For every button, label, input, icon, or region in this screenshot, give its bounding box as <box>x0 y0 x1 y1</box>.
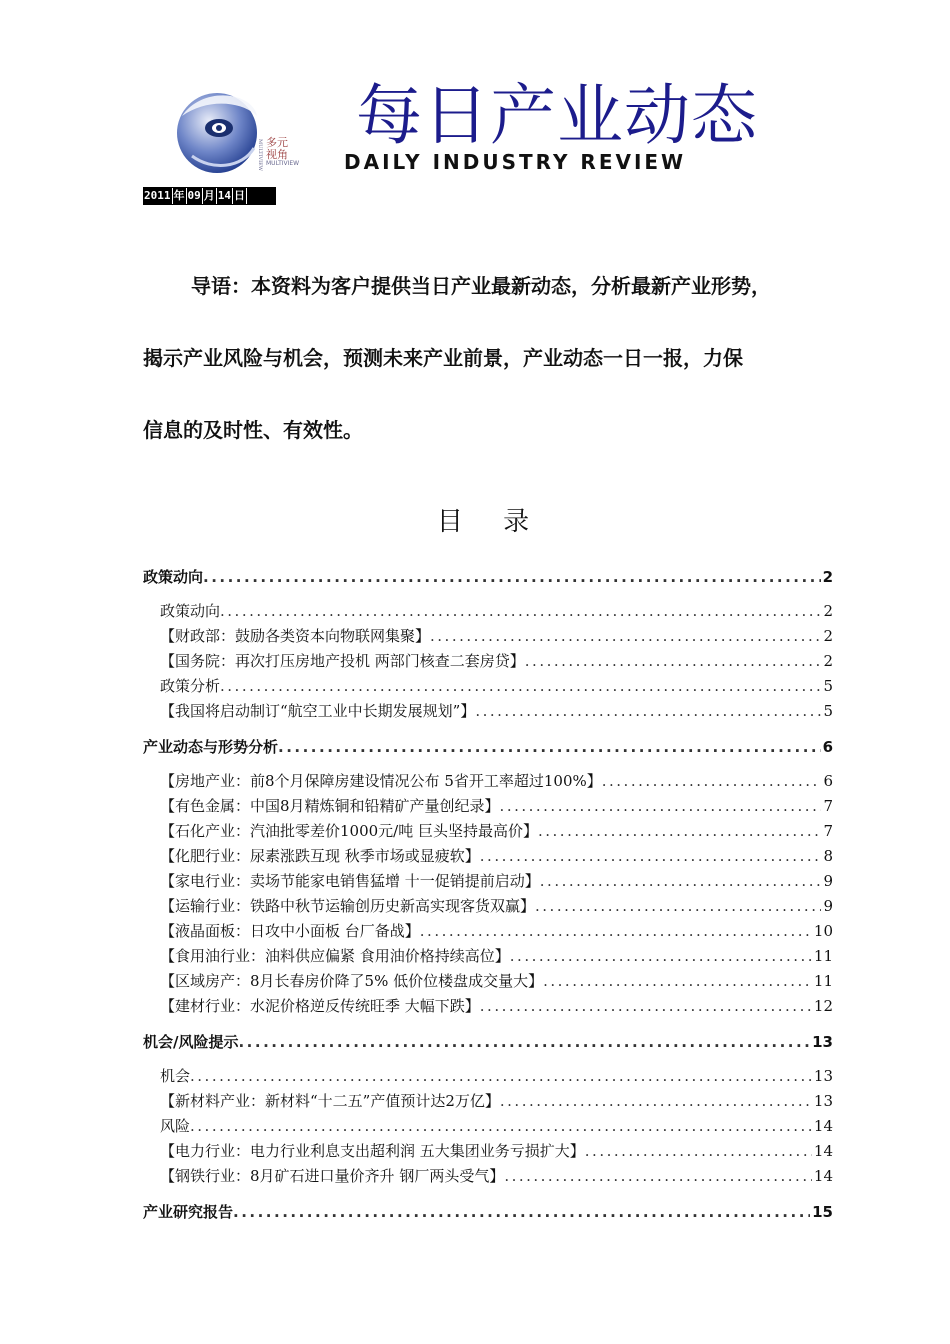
toc-dot-leader <box>430 624 821 649</box>
toc-dot-leader <box>220 674 821 699</box>
brand-vertical-text: MULTIVIEW <box>257 139 263 171</box>
toc-entry-label: 【财政部：鼓励各类资本向物联网集聚】 <box>160 627 431 645</box>
toc-page-number: 14 <box>813 1167 833 1185</box>
toc-spacer <box>143 1189 833 1200</box>
toc-page-number: 13 <box>813 1067 833 1085</box>
toc-spacer <box>143 1055 833 1064</box>
intro-line: 信息的及时性、有效性。 <box>143 418 363 442</box>
toc-page-number: 12 <box>813 997 833 1015</box>
toc-entry[interactable] <box>143 994 833 1019</box>
toc-page-number: 8 <box>823 847 833 865</box>
toc-entry-label: 机会/风险提示 <box>143 1033 239 1051</box>
toc-page-number: 5 <box>823 702 833 720</box>
brand-cn-line1: 多元 <box>266 136 288 149</box>
date-month: 09 <box>187 189 201 202</box>
toc-entry-label: 【新材料产业：新材料“十二五”产值预计达2万亿】 <box>160 1092 500 1110</box>
toc-spacer <box>143 1019 833 1030</box>
toc-page-number: 11 <box>813 947 833 965</box>
date-year-unit: 年 <box>173 189 185 202</box>
toc-spacer <box>143 760 833 769</box>
intro-line: 导语：本资料为客户提供当日产业最新动态，分析最新产业形势， <box>191 274 771 298</box>
toc-entry[interactable] <box>143 944 833 969</box>
toc-dot-leader <box>538 819 821 844</box>
date-month-unit: 月 <box>203 189 215 202</box>
toc-entry[interactable] <box>143 1164 833 1189</box>
toc-entry-label: 【家电行业：卖场节能家电销售猛增 十一促销提前启动】 <box>160 872 540 890</box>
toc-dot-leader <box>602 769 822 794</box>
toc-spacer <box>143 724 833 735</box>
toc-dot-leader <box>500 794 822 819</box>
toc-entry-label: 产业研究报告 <box>143 1203 234 1221</box>
toc-entry-label: 【石化产业：汽油批零差价1000元/吨 巨头坚持最高价】 <box>160 822 538 840</box>
toc-page-number: 2 <box>822 568 833 586</box>
toc-entry-label: 【房地产业：前8个月保障房建设情况公布 5省开工率超过100%】 <box>160 772 602 790</box>
toc-dot-leader <box>233 1200 810 1225</box>
toc-entry[interactable] <box>143 844 833 869</box>
toc-section[interactable] <box>143 1200 833 1225</box>
toc-entry-label: 【钢铁行业：8月矿石进口量价齐升 钢厂两头受气】 <box>160 1167 505 1185</box>
toc-entry-label: 政策动向 <box>143 568 204 586</box>
toc-page-number: 2 <box>823 602 833 620</box>
toc-entry-label: 【液晶面板：日攻中小面板 台厂备战】 <box>160 922 420 940</box>
toc-entry-label: 【我国将启动制订“航空工业中长期发展规划”】 <box>160 702 476 720</box>
toc-dot-leader <box>480 844 822 869</box>
toc-dot-leader <box>190 1114 812 1139</box>
toc-entry[interactable] <box>143 1089 833 1114</box>
toc-dot-leader <box>585 1139 812 1164</box>
toc-entry-label: 风险 <box>160 1117 191 1135</box>
toc-page-number: 14 <box>813 1117 833 1135</box>
toc-entry[interactable] <box>143 869 833 894</box>
toc-page-number: 13 <box>812 1033 833 1051</box>
toc-entry[interactable] <box>143 969 833 994</box>
date-bar <box>143 187 276 205</box>
toc-dot-leader <box>535 894 821 919</box>
toc-entry-label: 【建材行业：水泥价格逆反传统旺季 大幅下跌】 <box>160 997 480 1015</box>
intro-paragraph <box>143 266 843 482</box>
date-day: 14 <box>217 189 231 202</box>
toc-page-number: 2 <box>823 627 833 645</box>
toc-entry[interactable] <box>143 1114 833 1139</box>
toc-page-number: 7 <box>823 797 833 815</box>
toc-entry-label: 政策动向 <box>160 602 221 620</box>
toc-dot-leader <box>220 599 821 624</box>
toc-page-number: 6 <box>822 738 833 756</box>
brand-cn-line2: 视角 <box>266 148 288 161</box>
toc-dot-leader <box>278 735 821 760</box>
toc-entry-label: 【有色金属：中国8月精炼铜和铅精矿产量创纪录】 <box>160 797 500 815</box>
toc-page-number: 15 <box>812 1203 833 1221</box>
brand-mark <box>257 136 304 171</box>
toc-page-number: 7 <box>823 822 833 840</box>
toc-page-number: 9 <box>823 897 833 915</box>
toc-title: 目 录 <box>436 507 546 537</box>
toc-dot-leader <box>525 649 822 674</box>
toc-dot-leader <box>540 869 822 894</box>
toc-entry-label: 产业动态与形势分析 <box>143 738 279 756</box>
toc-entry-label: 【化肥行业：尿素涨跌互现 秋季市场或显疲软】 <box>160 847 480 865</box>
toc-page-number: 5 <box>823 677 833 695</box>
toc-entry-label: 【电力行业：电力行业利息支出超利润 五大集团业务亏损扩大】 <box>160 1142 585 1160</box>
toc-entry[interactable] <box>143 674 833 699</box>
toc-section[interactable] <box>143 565 833 590</box>
toc-entry[interactable] <box>143 819 833 844</box>
toc-dot-leader <box>475 699 821 724</box>
page-subtitle: DAILY INDUSTRY REVIEW <box>344 150 687 174</box>
toc-entry-label: 政策分析 <box>160 677 221 695</box>
toc-dot-leader <box>190 1064 812 1089</box>
brand-en: MULTIVIEW <box>266 160 300 167</box>
toc-entry-label: 【区域房产：8月长春房价降了5% 低价位楼盘成交量大】 <box>160 972 544 990</box>
table-of-contents <box>143 565 833 1225</box>
toc-entry[interactable] <box>143 599 833 624</box>
toc-dot-leader <box>543 969 812 994</box>
toc-entry[interactable] <box>143 1139 833 1164</box>
toc-entry[interactable] <box>143 794 833 819</box>
toc-page-number: 9 <box>823 872 833 890</box>
toc-dot-leader <box>510 944 812 969</box>
date-day-unit: 日 <box>234 189 245 202</box>
toc-entry-label: 机会 <box>160 1067 191 1085</box>
date-year: 2011 <box>144 189 171 202</box>
toc-entry[interactable] <box>143 699 833 724</box>
toc-dot-leader <box>203 565 821 590</box>
toc-dot-leader <box>238 1030 810 1055</box>
intro-line: 揭示产业风险与机会，预测未来产业前景，产业动态一日一报，力保 <box>143 346 743 370</box>
toc-page-number: 2 <box>823 652 833 670</box>
toc-section[interactable] <box>143 735 833 760</box>
toc-entry[interactable] <box>143 649 833 674</box>
toc-dot-leader <box>500 1089 812 1114</box>
toc-dot-leader <box>480 994 812 1019</box>
toc-entry-label: 【运输行业：铁路中秋节运输创历史新高实现客货双赢】 <box>160 897 536 915</box>
multiview-logo-icon <box>172 86 262 176</box>
toc-entry[interactable] <box>143 624 833 649</box>
toc-page-number: 10 <box>813 922 833 940</box>
page-title: 每日产业动态 <box>356 77 758 154</box>
toc-dot-leader <box>420 919 812 944</box>
toc-entry-label: 【食用油行业：油料供应偏紧 食用油价格持续高位】 <box>160 947 510 965</box>
toc-section[interactable] <box>143 1030 833 1055</box>
toc-page-number: 6 <box>823 772 833 790</box>
toc-entry[interactable] <box>143 769 833 794</box>
toc-page-number: 11 <box>813 972 833 990</box>
toc-page-number: 13 <box>813 1092 833 1110</box>
toc-dot-leader <box>504 1164 812 1189</box>
toc-entry[interactable] <box>143 919 833 944</box>
toc-entry[interactable] <box>143 1064 833 1089</box>
toc-page-number: 14 <box>813 1142 833 1160</box>
toc-entry-label: 【国务院：再次打压房地产投机 两部门核查二套房贷】 <box>160 652 525 670</box>
toc-entry[interactable] <box>143 894 833 919</box>
toc-spacer <box>143 590 833 599</box>
